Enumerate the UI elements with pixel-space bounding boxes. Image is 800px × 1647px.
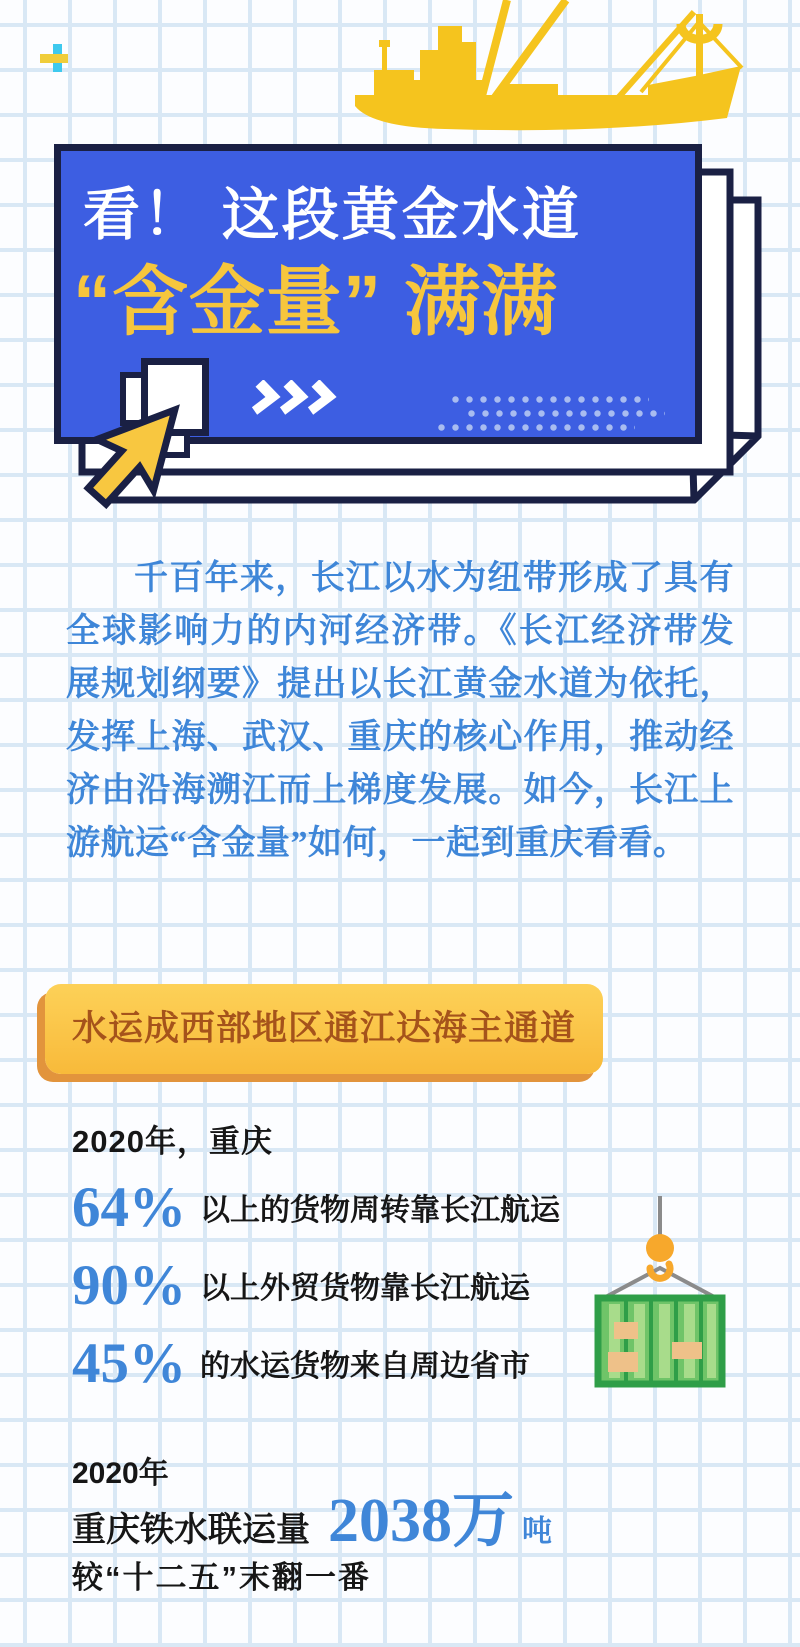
dot-grid-pattern [452,396,649,403]
stat-desc: 的水运货物来自周边省市 [200,1350,530,1383]
stats-list [72,1168,592,1402]
dot-grid-pattern [438,424,635,431]
cargo-ship-icon [350,0,745,142]
stat-value: 90% [72,1253,186,1317]
intro-paragraph: 千百年来，长江以水为纽带形成了具有全球影响力的内河经济带。《长江经济带发展规划纲要》提出以长江黄金水道为依托，发挥上海、武汉、重庆的核心作用，推动经济由沿海溯江而上梯度发展。如今，长江上游航运“含金量”如何，一起到重庆看看。 [66,560,734,862]
stat-row [72,1246,592,1324]
rail-line [72,1470,552,1559]
stats-lead: 2020年，重庆 [72,1124,273,1159]
stat-desc: 以上的货物周转靠长江航运 [200,1194,560,1227]
rail-unit: 吨 [522,1515,553,1548]
cursor-arrow-icon [66,378,206,528]
hero-title-line2: “含金量” 满满 [73,260,559,345]
rail-value: 2038万 [328,1487,515,1555]
stat-value: 64% [72,1175,186,1239]
rail-label: 重庆铁水联运量 [72,1511,310,1549]
stat-row [72,1324,592,1402]
crane-hook-container-icon [576,1196,744,1388]
stat-value: 45% [72,1331,186,1395]
rail-note: 较“十二五”末翻一番 [72,1560,371,1595]
stat-desc: 以上外贸货物靠长江航运 [200,1272,530,1305]
hero-title-line1: 看！ 这段黄金水道 [83,183,582,247]
plus-mark-icon [40,54,68,63]
section-banner: 水运成西部地区通江达海主通道 [45,984,603,1074]
dot-grid-pattern [468,410,665,417]
stat-row [72,1168,592,1246]
triple-chevron-icon [246,380,342,418]
rail-year: 2020年 [72,1457,169,1490]
